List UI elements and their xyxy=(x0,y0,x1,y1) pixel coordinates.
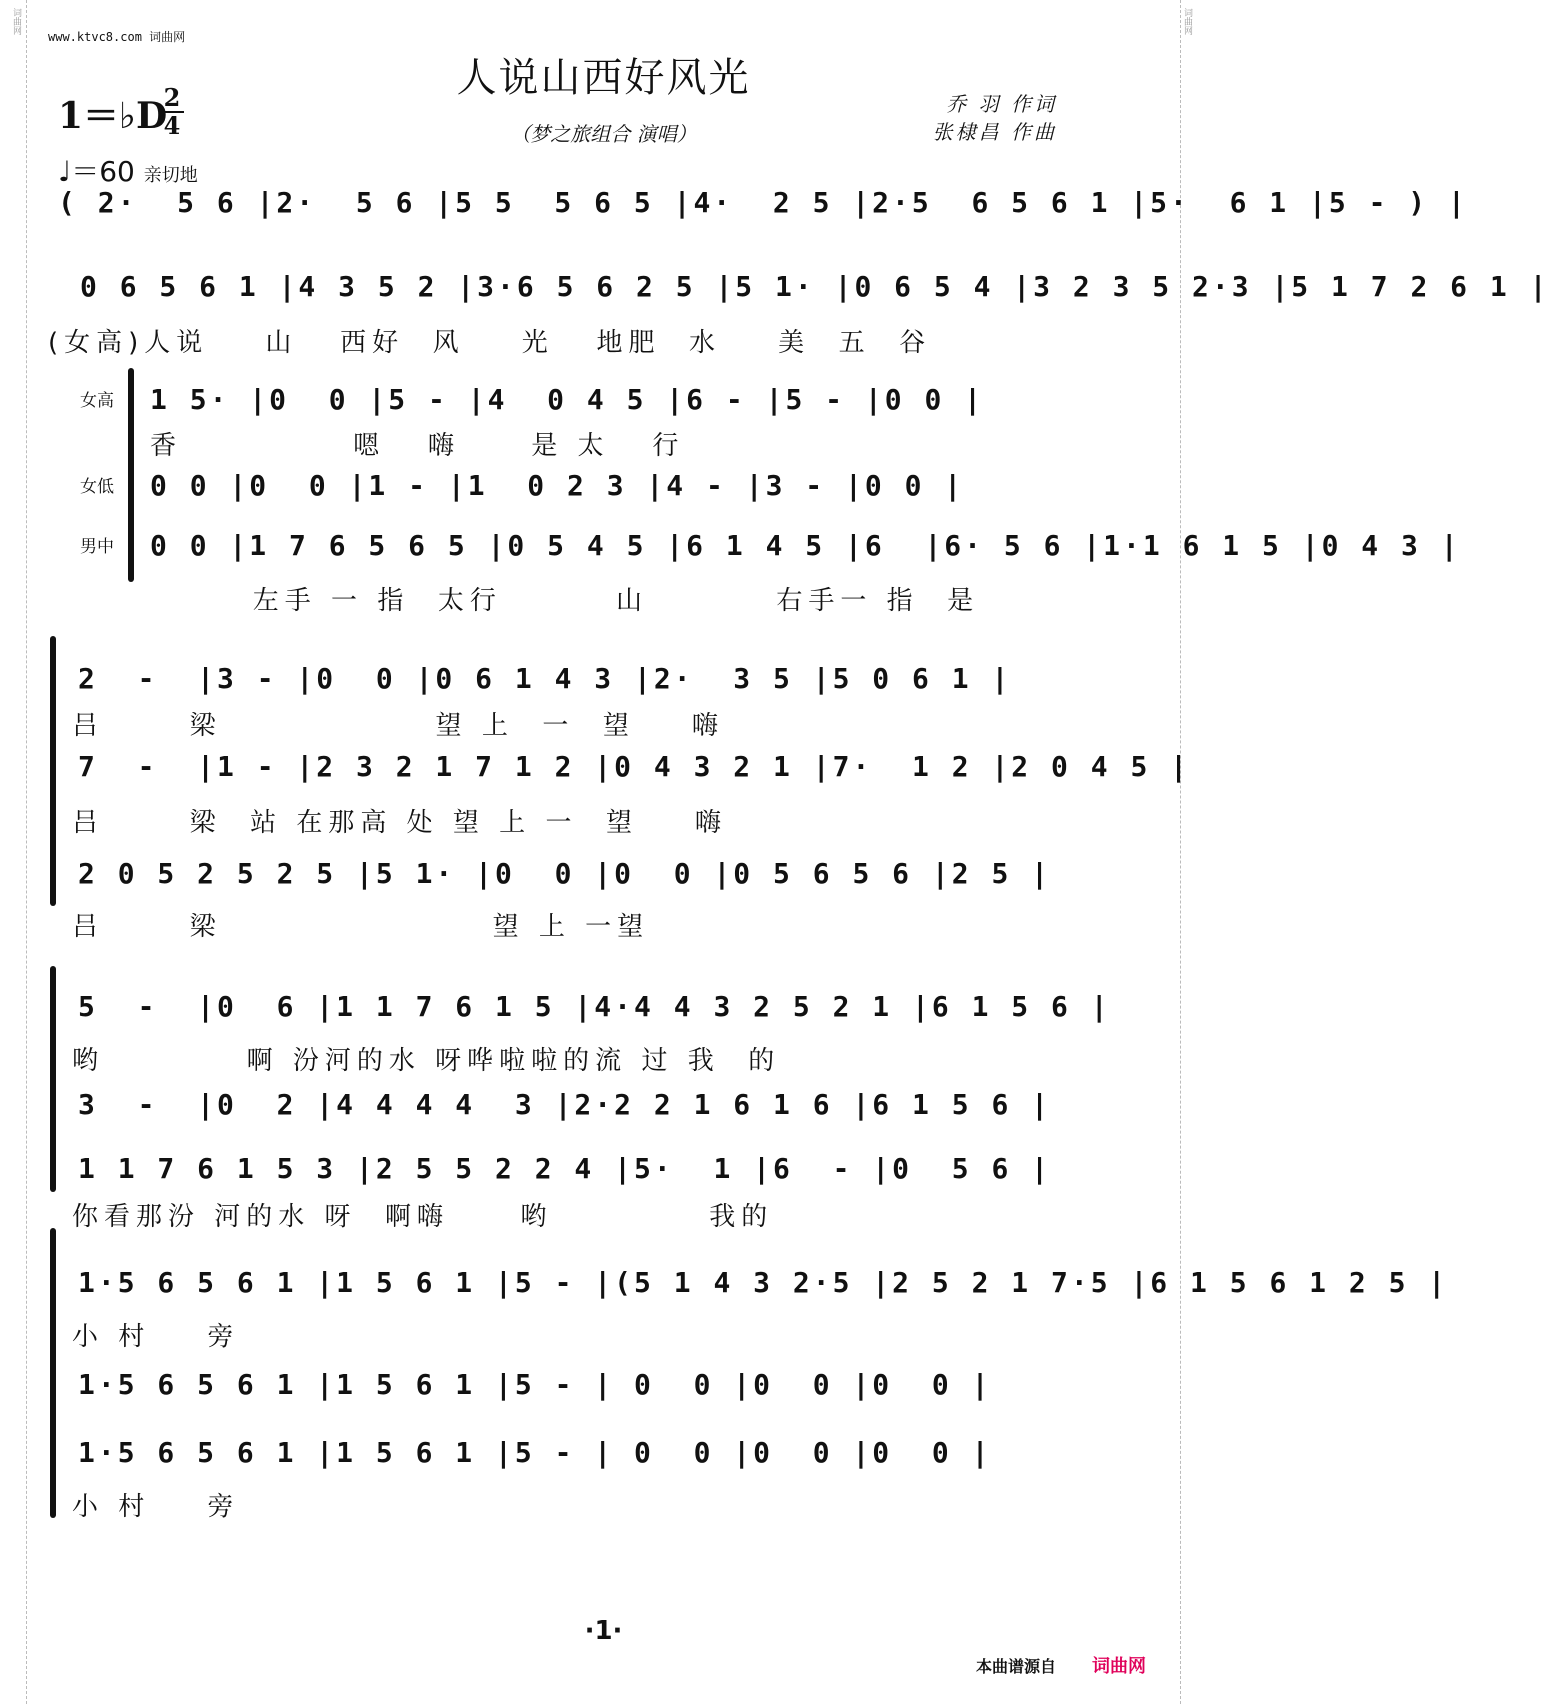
baritone-lyrics: 吕 梁 望 上 一望 xyxy=(72,912,650,942)
soprano-notes: 5 - |0 6 |1 1 7 6 1 5 |4·4 4 3 2 5 2 1 |6 1 5 6 | xyxy=(78,990,1111,1023)
tempo-marking xyxy=(58,150,198,190)
baritone-lyrics: 左手 一 指 太行 山 右手一 指 是 xyxy=(210,586,980,616)
song-title: 人说山西好风光 xyxy=(456,55,751,101)
alto-notes: 0 0 |0 0 |1 - |1 0 2 3 |4 - |3 - |0 0 | xyxy=(150,469,965,502)
baritone-lyrics: 你看那汾 河的水 呀 啊嗨 哟 我的 xyxy=(72,1202,774,1232)
soprano-notes: 1 5· |0 0 |5 - |4 0 4 5 |6 - |5 - |0 0 | xyxy=(150,383,985,416)
alto-notes: 1·5 6 5 6 1 |1 5 6 1 |5 - | 0 0 |0 0 |0 0 | xyxy=(78,1368,992,1401)
alto-notes: 3 - |0 2 |4 4 4 4 3 |2·2 2 1 6 1 6 |6 1 5 6 | xyxy=(78,1088,1052,1121)
time-numerator: 2 xyxy=(163,83,181,112)
soprano-notes: 1·5 6 5 6 1 |1 5 6 1 |5 - |(5 1 4 3 2·5 |2 5 2 1 7·5 |6 1 5 6 1 2 5 | xyxy=(78,1266,1449,1299)
part-label-alto: 女低 xyxy=(80,477,114,497)
system-brace xyxy=(128,368,134,582)
alto-lyrics: 吕 梁 站 在那高 处 望 上 一 望 嗨 xyxy=(72,808,728,838)
key-signature: 1＝♭D xyxy=(58,95,168,137)
soprano-lyrics: 哟 啊 汾河的水 呀哗啦啦的流 过 我 的 xyxy=(72,1046,781,1076)
alto-notes: 7 - |1 - |2 3 2 1 7 1 2 |0 4 3 2 1 |7· 1 2 |2 0 4 5 | xyxy=(78,750,1191,783)
expression-mark: 亲切地 xyxy=(143,165,198,186)
soprano-notes: 2 - |3 - |0 0 |0 6 1 4 3 |2· 3 5 |5 0 6 1 | xyxy=(78,662,1012,695)
tempo-value: ♩＝60 xyxy=(58,155,135,188)
lyricist-credit: 乔 羽 作词 xyxy=(946,92,1057,116)
system-brace xyxy=(50,1228,56,1518)
baritone-notes: 2 0 5 2 5 2 5 |5 1· |0 0 |0 0 |0 5 6 5 6 |2 5 | xyxy=(78,857,1052,890)
time-signature xyxy=(160,83,184,140)
soprano-lyrics: 小 村 旁 xyxy=(72,1322,240,1352)
source-note: 本曲谱源自 xyxy=(976,1657,1057,1676)
soprano-lyrics: 吕 梁 望 上 一 望 嗨 xyxy=(72,711,724,741)
time-denominator: 4 xyxy=(163,111,181,140)
right-margin-watermark: 词曲网 xyxy=(1180,0,1197,1704)
intro-notes: ( 2· 5 6 |2· 5 6 |5 5 5 6 5 |4· 2 5 |2·5 6 5 6 1 |5· 6 1 |5 - ) | xyxy=(58,186,1468,219)
baritone-lyrics: 小 村 旁 xyxy=(72,1492,240,1522)
performer-subtitle: （梦之旅组合 演唱） xyxy=(510,122,697,146)
system-brace xyxy=(50,636,56,906)
composer-credit: 张棣昌 作曲 xyxy=(932,120,1057,144)
soprano-lyrics: 香 嗯 嗨 是 太 行 xyxy=(150,431,685,461)
system-brace xyxy=(50,966,56,1192)
baritone-notes: 0 0 |1 7 6 5 6 5 |0 5 4 5 |6 1 4 5 |6 |6· 5 6 |1·1 6 1 5 |0 4 3 | xyxy=(150,529,1461,562)
part-label-soprano: 女高 xyxy=(80,391,114,411)
left-margin-watermark: 词曲网 xyxy=(10,0,27,1704)
melody-lyrics: (女高)人说 山 西好 风 光 地肥 水 美 五 谷 xyxy=(48,328,932,358)
page-number: ·1· xyxy=(584,1616,623,1646)
baritone-notes: 1 1 7 6 1 5 3 |2 5 5 2 2 4 |5· 1 |6 - |0 5 6 | xyxy=(78,1152,1052,1185)
baritone-notes: 1·5 6 5 6 1 |1 5 6 1 |5 - | 0 0 |0 0 |0 0 | xyxy=(78,1436,992,1469)
part-label-baritone: 男中 xyxy=(80,537,114,557)
site-url: www.ktvc8.com 词曲网 xyxy=(48,30,186,44)
melody-notes: 0 6 5 6 1 |4 3 5 2 |3·6 5 6 2 5 |5 1· |0 6 5 4 |3 2 3 5 2·3 |5 1 7 2 6 1 | xyxy=(80,270,1549,303)
brand-link[interactable]: 词曲网 xyxy=(1092,1656,1146,1677)
